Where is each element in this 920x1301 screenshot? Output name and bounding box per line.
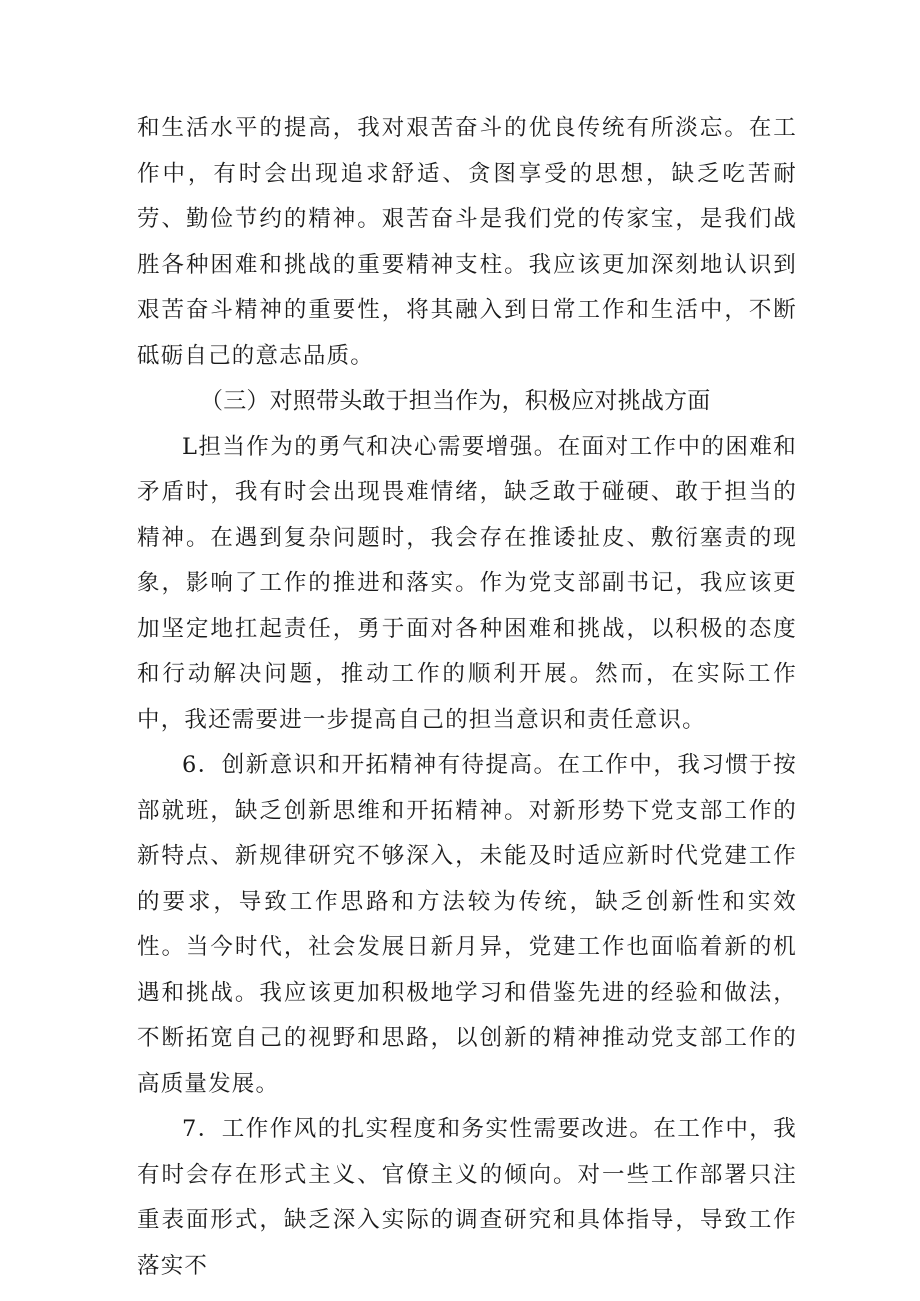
- paragraph-item-7: 7．工作作风的扎实程度和务实性需要改进。在工作中，我有时会存在形式主义、官僚主义的倾向。对一些工作部署只注重表面形式，缺乏深入实际的调查研究和具体指导，导致工作落实不: [137, 1116, 797, 1279]
- section-heading-3: （三）对照带头敢于担当作为，积极应对挑战方面: [200, 388, 711, 414]
- document-body: [137, 106, 797, 1289]
- paragraph-item-6: 6．创新意识和开拓精神有待提高。在工作中，我习惯于按部就班，缺乏创新思维和开拓精神。对新形势下党支部工作的新特点、新规律研究不够深入，未能及时适应新时代党建工作的要求，导致工作思路和方法较为传统，缺乏创新性和实效性。当今时代，社会发展日新月异，党建工作也面临着新的机遇和挑战。我应该更加积极地学习和借鉴先进的经验和做法，不断拓宽自己的视野和思路，以创新的精神推动党支部工作的高质量发展。: [137, 752, 797, 1097]
- paragraph-hardship: 和生活水平的提高，我对艰苦奋斗的优良传统有所淡忘。在工作中，有时会出现追求舒适、贪图享受的思想，缺乏吃苦耐劳、勤俭节约的精神。艰苦奋斗是我们党的传家宝，是我们战胜各种困难和挑战的重要精神支柱。我应该更加深刻地认识到艰苦奋斗精神的重要性，将其融入到日常工作和生活中，不断砥砺自己的意志品质。: [137, 115, 797, 369]
- paragraph-item-5: L担当作为的勇气和决心需要增强。在面对工作中的困难和矛盾时，我有时会出现畏难情绪，缺乏敢于碰硬、敢于担当的精神。在遇到复杂问题时，我会存在推诿扯皮、敷衍塞责的现象，影响了工作的推进和落实。作为党支部副书记，我应该更加坚定地扛起责任，勇于面对各种困难和挑战，以积极的态度和行动解决问题，推动工作的顺利开展。然而，在实际工作中，我还需要进一步提高自己的担当意识和责任意识。: [137, 433, 797, 733]
